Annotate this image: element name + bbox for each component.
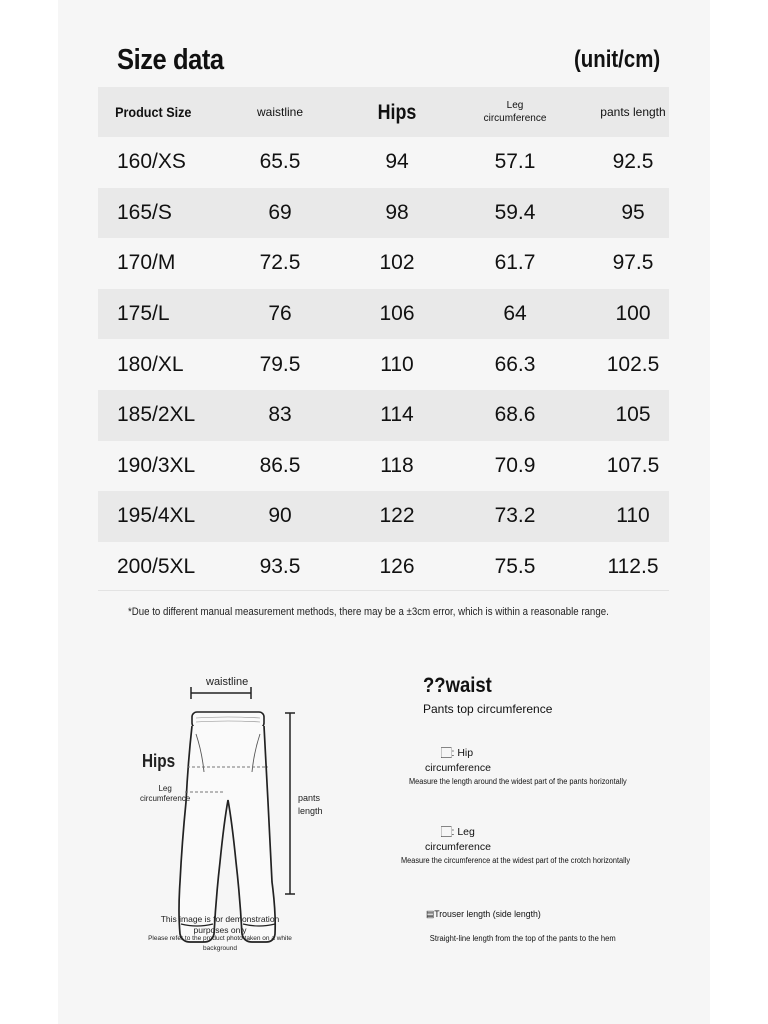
caption-line4: background xyxy=(203,945,237,952)
page-title: Size data xyxy=(117,44,224,76)
hip-title-line2: circumference xyxy=(425,762,491,774)
cell-hips: 94 xyxy=(385,150,409,174)
cell-pants-length: 110 xyxy=(616,504,650,528)
diagram-pants-length-label xyxy=(298,792,323,818)
diagram-caption xyxy=(140,914,300,936)
cell-pants-length: 95 xyxy=(621,200,645,224)
length-desc: Straight-line length from the top of the pants to the hem xyxy=(429,934,616,943)
definition-hip xyxy=(409,747,649,786)
cell-leg-circumference: 75.5 xyxy=(494,555,536,579)
table-bottom-divider xyxy=(98,590,669,591)
diagram-hips-label: Hips xyxy=(142,751,176,771)
cell-size: 185/2XL xyxy=(117,403,196,427)
cell-size: 200/5XL xyxy=(117,555,196,579)
hip-title-line1: 🏻: Hip xyxy=(441,747,474,759)
cell-hips: 102 xyxy=(379,251,415,275)
cell-leg-circumference: 64 xyxy=(503,302,527,326)
cell-pants-length: 97.5 xyxy=(612,251,654,275)
header-waistline: waistline xyxy=(256,104,304,119)
definition-length xyxy=(426,909,656,943)
caption-line1: This image is for demonstration xyxy=(160,914,280,924)
diagram-length-line2: length xyxy=(298,806,323,816)
diagram-leg-label-line2: circumference xyxy=(140,794,191,803)
table-row xyxy=(98,238,669,289)
cell-hips: 126 xyxy=(379,555,415,579)
cell-waistline: 79.5 xyxy=(259,352,301,376)
definition-leg xyxy=(401,826,651,865)
cell-hips: 114 xyxy=(380,403,414,427)
cell-leg-circumference: 73.2 xyxy=(494,504,536,528)
table-body xyxy=(98,137,669,592)
length-title: ▤Trouser length (side length) xyxy=(426,909,541,920)
header-leg-circumference: Leg circumference xyxy=(483,100,547,124)
cell-hips: 98 xyxy=(385,200,409,224)
header-hips: Hips xyxy=(377,100,417,124)
cell-waistline: 93.5 xyxy=(259,555,301,579)
cell-waistline: 69 xyxy=(268,200,292,224)
cell-waistline: 83 xyxy=(268,403,292,427)
cell-size: 180/XL xyxy=(117,352,184,376)
leg-desc: Measure the circumference at the widest part of the crotch horizontally xyxy=(401,856,631,865)
table-row xyxy=(98,390,669,441)
table-row xyxy=(98,137,669,188)
hip-desc: Measure the length around the widest part of the pants horizontally xyxy=(409,777,627,786)
table-row xyxy=(98,339,669,390)
diagram-caption-sub xyxy=(140,934,300,954)
cell-waistline: 65.5 xyxy=(259,150,301,174)
caption-line3: Please refer to the product photo taken on a white xyxy=(148,935,292,942)
table-row xyxy=(98,441,669,492)
cell-leg-circumference: 59.4 xyxy=(494,200,536,224)
cell-pants-length: 102.5 xyxy=(606,352,660,376)
cell-leg-circumference: 57.1 xyxy=(494,150,536,174)
cell-hips: 110 xyxy=(380,352,414,376)
cell-hips: 106 xyxy=(379,302,415,326)
definition-waist xyxy=(423,674,552,716)
cell-size: 160/XS xyxy=(117,150,186,174)
cell-waistline: 76 xyxy=(268,302,292,326)
cell-size: 165/S xyxy=(117,200,172,224)
cell-waistline: 72.5 xyxy=(259,251,301,275)
cell-size: 195/4XL xyxy=(117,504,196,528)
table-row xyxy=(98,542,669,593)
cell-waistline: 90 xyxy=(268,504,292,528)
size-table xyxy=(98,87,669,592)
cell-size: 170/M xyxy=(117,251,176,275)
cell-pants-length: 92.5 xyxy=(612,150,654,174)
waist-desc: Pants top circumference xyxy=(423,702,553,716)
table-row xyxy=(98,491,669,542)
table-row xyxy=(98,289,669,340)
cell-hips: 122 xyxy=(379,504,415,528)
table-header-row xyxy=(98,87,669,137)
diagram-waistline-label: waistline xyxy=(206,676,249,688)
cell-pants-length: 105 xyxy=(615,403,651,427)
cell-waistline: 86.5 xyxy=(259,453,301,477)
cell-leg-circumference: 66.3 xyxy=(494,352,536,376)
table-row xyxy=(98,188,669,239)
waist-title: ??waist xyxy=(423,674,492,697)
cell-size: 175/L xyxy=(117,302,170,326)
diagram-leg-label-line1: Leg xyxy=(158,784,172,793)
leg-title-line1: 🏻: Leg xyxy=(441,826,475,838)
cell-pants-length: 107.5 xyxy=(606,453,660,477)
unit-label: (unit/cm) xyxy=(574,46,661,73)
header-pants-length: pants length xyxy=(600,104,666,119)
cell-hips: 118 xyxy=(380,453,414,477)
cell-pants-length: 112.5 xyxy=(607,555,659,579)
diagram-leg-label xyxy=(140,784,190,804)
cell-size: 190/3XL xyxy=(117,453,196,477)
header-product-size: Product Size xyxy=(115,103,192,120)
leg-title-line2: circumference xyxy=(425,841,491,853)
cell-leg-circumference: 70.9 xyxy=(494,453,536,477)
cell-pants-length: 100 xyxy=(615,302,651,326)
cell-leg-circumference: 68.6 xyxy=(494,403,536,427)
cell-leg-circumference: 61.7 xyxy=(494,251,536,275)
measurement-note: *Due to different manual measurement methods, there may be a ±3cm error, which is within a reasonable range. xyxy=(128,606,609,618)
caption-line2: purposes only xyxy=(193,925,247,935)
diagram-length-line1: pants xyxy=(298,793,321,803)
